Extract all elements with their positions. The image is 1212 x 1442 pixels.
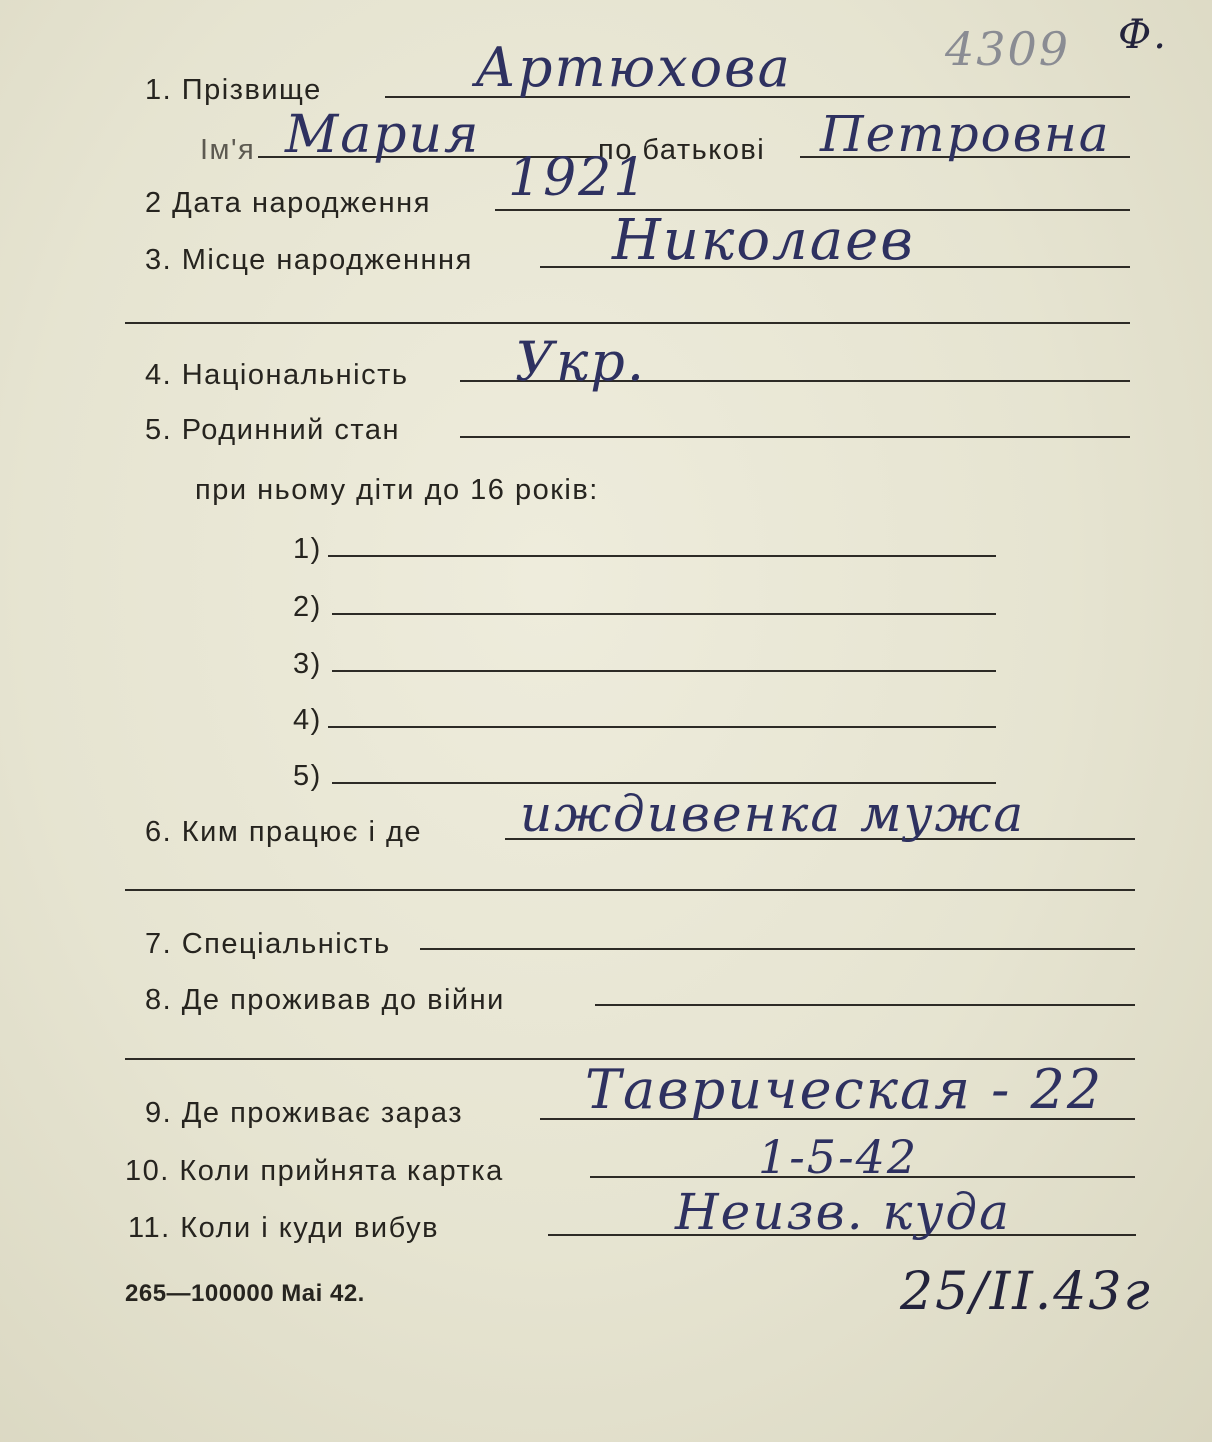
speciality-line [420,948,1135,950]
label-family-status: 5. Родинний стан [145,414,401,446]
current-address-value[interactable]: Таврическая - 22 [585,1058,1104,1121]
label-child-2: 2) [293,591,322,623]
label-birth-place: 3. Місце народженння [145,244,473,276]
card-accepted-value[interactable]: 1-5-42 [758,1130,919,1184]
birth-place-value[interactable]: Николаев [612,208,915,273]
child-4-line [328,726,996,728]
child-5-line [332,782,996,784]
surname-value[interactable]: Артюхова [475,36,792,99]
label-child-5: 5) [293,760,322,792]
nationality-value[interactable]: Укр. [515,330,647,393]
label-birth-date: 2 Дата народження [145,187,431,219]
work-value[interactable]: иждивенка мужа [520,785,1026,843]
label-child-3: 3) [293,648,322,680]
departed-date-value[interactable]: 25/II.43г [900,1262,1152,1322]
label-patronymic: по батькові [598,134,766,166]
label-nationality: 4. Національність [145,359,409,391]
birth-date-value[interactable]: 1921 [508,148,649,208]
label-card-accepted: 10. Коли прийнята картка [125,1155,504,1187]
label-current-address: 9. Де проживає зараз [145,1097,464,1129]
prewar-address-line [595,1004,1135,1006]
label-work: 6. Ким працює і де [145,816,423,848]
corner-mark: Ф. [1118,12,1168,58]
first-name-value[interactable]: Мария [285,105,481,165]
label-prewar-address: 8. Де проживав до війни [145,984,505,1016]
work-line-2 [125,889,1135,891]
departed-value[interactable]: Неизв. куда [675,1183,1011,1241]
child-1-line [328,555,996,557]
print-code: 265—100000 Mai 42. [125,1280,365,1307]
child-2-line [332,613,996,615]
label-children: при ньому діти до 16 років: [195,474,599,506]
label-speciality: 7. Спеціальність [145,928,391,960]
label-child-4: 4) [293,704,322,736]
label-surname: 1. Прізвище [145,74,322,106]
label-first-name: Ім'я [200,134,256,166]
archive-number: 4309 [945,22,1071,76]
family-status-line [460,436,1130,438]
patronymic-value[interactable]: Петровна [820,105,1111,163]
label-departed: 11. Коли і куди вибув [128,1212,439,1244]
child-3-line [332,670,996,672]
label-child-1: 1) [293,533,322,565]
birth-place-line-2 [125,322,1130,324]
